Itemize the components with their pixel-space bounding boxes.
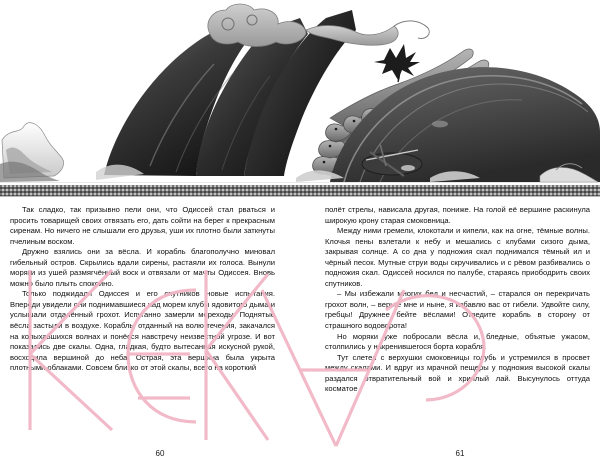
left-page-text-column xyxy=(10,205,275,374)
paragraph: полёт стрелы, нависала другая, пониже. На голой её вершине раскинула широкую крону старая смоковница. xyxy=(325,205,590,225)
illustration-artwork xyxy=(0,0,600,183)
right-page-text-column xyxy=(325,205,590,395)
paragraph: Но моряки уже побросали вёсла и, бледные, объятые ужасом, столпились у накренившегося борта корабля. xyxy=(325,331,590,352)
band-rule-bottom xyxy=(0,196,600,197)
paragraph: Между ними гремели, клокотали и кипели, как на огне, тёмные волны. Клочья пены взлетали к небу и мешались с клубами сизого дыма, закрывая солнце. А со дна у подножия скал поднимался тёмный ил и чёрный песок. Мутные струи воды скручивались и с рёвом разбивались о подножия скал. Одиссей носился по палубе, стараясь приободрить своих спутников. xyxy=(325,226,590,288)
paragraph: Так сладко, так призывно пели они, что Одиссей стал рваться и просить товарищей своих отвязать его, дать сойти на берег к прекрасным сиренам. Но ничего не слышали его друзья, уши их плотно были заткнуты пчелиным воском. xyxy=(10,205,275,246)
page-number-left: 60 xyxy=(155,449,165,458)
text-columns xyxy=(0,205,600,445)
greek-checker-band xyxy=(0,185,600,197)
chapter-illustration xyxy=(0,0,600,183)
paragraph: Только поджидали Одиссея и его спутников новые испытания. Впереди увидели они поднимавшиеся над морем клубы ядовитого дыма и услышали отдалённый грохот. Испуганно замерли мореходы. Поднятые вёсла застыли в воздухе. Корабль, отданный на волю течения, закачался на колыхавшихся волнах и понёсся навстречу неизвестной угрозе. И вот показались две скалы. Одна, гладкая, будто вытесанная искусной рукой, восходила вершиной до неба. Острая, эта вершина была укрыта плотными облаками. Совсем близко от этой скалы, всего на короткий xyxy=(10,289,275,373)
paragraph: Дружно взялись они за вёсла. И корабль благополучно миновал гибельный остров. Скрылись вдали сирены, растаяли их голоса. Вынули моряки из ушей размягчённый воск и отвязали от мачты Одиссея. Вновь можно было плыть спокойно. xyxy=(10,247,275,288)
paragraph: Тут слетел с верхушки смоковницы голубь и устремился в просвет между скалами. И вдруг из мрачной пещеры у подножия высокой скалы раздался отвратительный вой и хриплый лай. Высунулось оттуда косматое xyxy=(325,352,590,394)
paragraph: – Мы избежали многих бед и несчастий, – старался он перекричать грохот волн, – верьте мне и ныне, я избавлю вас от гибели. Удвойте силу, гребцы! Дружнее бейте вёслами! Отведите корабль в сторону от страшного водоворота! xyxy=(325,289,590,331)
page-number-right: 61 xyxy=(455,449,465,458)
